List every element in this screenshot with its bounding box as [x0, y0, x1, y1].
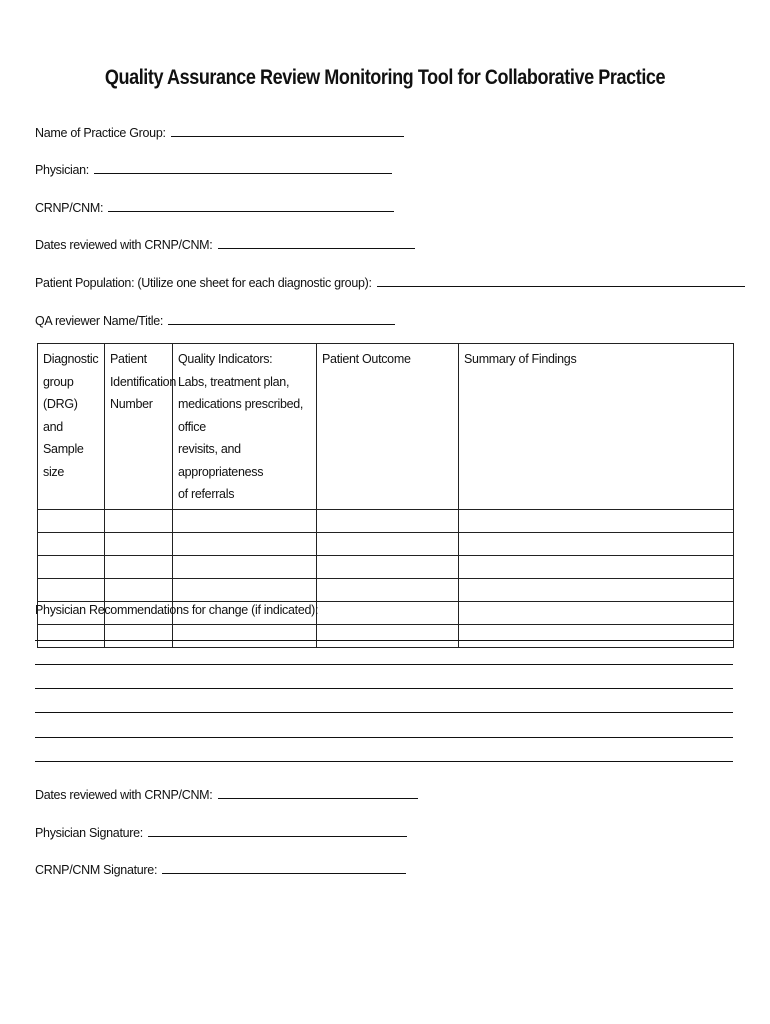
dates-reviewed-field: [35, 236, 415, 252]
table-cell[interactable]: [459, 532, 734, 555]
table-cell[interactable]: [317, 578, 459, 601]
table-cell[interactable]: [105, 509, 173, 532]
table-cell[interactable]: [38, 509, 105, 532]
recommendation-line[interactable]: [35, 737, 733, 738]
table-cell[interactable]: [459, 601, 734, 624]
table-cell[interactable]: [38, 578, 105, 601]
header-diagnostic-group: Diagnostic group (DRG) and Sample size: [38, 344, 105, 510]
bottom-dates-reviewed-label: Dates reviewed with CRNP/CNM:: [35, 788, 213, 802]
table-cell[interactable]: [317, 624, 459, 647]
physician-signature-line[interactable]: [148, 824, 407, 837]
header-quality-indicators: Quality Indicators: Labs, treatment plan, medications prescribed, office revisits, and appropriateness of referrals: [173, 344, 317, 510]
physician-signature-field: [35, 824, 407, 840]
table-cell[interactable]: [105, 532, 173, 555]
patient-population-field: [35, 274, 745, 290]
crnp-signature-label: CRNP/CNM Signature:: [35, 863, 158, 877]
recommendation-line[interactable]: [35, 688, 733, 689]
crnp-signature-field: [35, 861, 406, 877]
document-title: Quality Assurance Review Monitoring Tool for Collaborative Practice: [104, 66, 666, 89]
table-cell[interactable]: [173, 555, 317, 578]
practice-group-field: [35, 124, 404, 140]
table-cell[interactable]: [105, 624, 173, 647]
crnp-signature-line[interactable]: [162, 861, 406, 874]
crnp-cnm-field: [35, 199, 394, 215]
table-cell[interactable]: [173, 624, 317, 647]
qa-reviewer-line[interactable]: [168, 312, 395, 325]
table-cell[interactable]: [459, 578, 734, 601]
crnp-cnm-label: CRNP/CNM:: [35, 201, 104, 215]
table-cell[interactable]: [459, 555, 734, 578]
physician-field: [35, 161, 392, 177]
table-cell[interactable]: [459, 509, 734, 532]
table-cell[interactable]: [38, 532, 105, 555]
crnp-cnm-line[interactable]: [108, 199, 394, 212]
header-patient-outcome: Patient Outcome: [317, 344, 459, 510]
recommendations-label: Physician Recommendations for change (if indicated):: [35, 603, 319, 617]
header-summary-of-findings: Summary of Findings: [459, 344, 734, 510]
table-cell[interactable]: [459, 624, 734, 647]
table-row: [38, 555, 734, 578]
patient-population-line[interactable]: [377, 274, 745, 287]
physician-label: Physician:: [35, 163, 89, 177]
table-cell[interactable]: [105, 578, 173, 601]
dates-reviewed-line[interactable]: [218, 236, 415, 249]
table-cell[interactable]: [317, 509, 459, 532]
qa-reviewer-field: [35, 312, 395, 328]
recommendation-line[interactable]: [35, 664, 733, 665]
practice-group-label: Name of Practice Group:: [35, 126, 166, 140]
recommendation-line[interactable]: [35, 761, 733, 762]
table-row: [38, 578, 734, 601]
table-row: [38, 532, 734, 555]
physician-signature-label: Physician Signature:: [35, 826, 143, 840]
table-row: [38, 509, 734, 532]
bottom-dates-reviewed-line[interactable]: [218, 786, 418, 799]
table-cell[interactable]: [317, 532, 459, 555]
table-cell[interactable]: [38, 555, 105, 578]
patient-population-label: Patient Population: (Utilize one sheet for each diagnostic group):: [35, 276, 372, 290]
table-cell[interactable]: [317, 555, 459, 578]
physician-line[interactable]: [94, 161, 392, 174]
qa-reviewer-label: QA reviewer Name/Title:: [35, 314, 164, 328]
dates-reviewed-label: Dates reviewed with CRNP/CNM:: [35, 238, 213, 252]
practice-group-line[interactable]: [171, 124, 404, 137]
table-cell[interactable]: [317, 601, 459, 624]
recommendation-line[interactable]: [35, 712, 733, 713]
table-cell[interactable]: [173, 532, 317, 555]
table-cell[interactable]: [173, 578, 317, 601]
review-table: [37, 343, 734, 648]
table-row: [38, 624, 734, 647]
bottom-dates-reviewed-field: [35, 786, 418, 802]
table-header-row: [38, 344, 734, 510]
header-patient-id: Patient Identification Number: [105, 344, 173, 510]
table-cell[interactable]: [38, 624, 105, 647]
table-cell[interactable]: [105, 555, 173, 578]
table-cell[interactable]: [173, 509, 317, 532]
recommendation-line[interactable]: [35, 640, 733, 641]
